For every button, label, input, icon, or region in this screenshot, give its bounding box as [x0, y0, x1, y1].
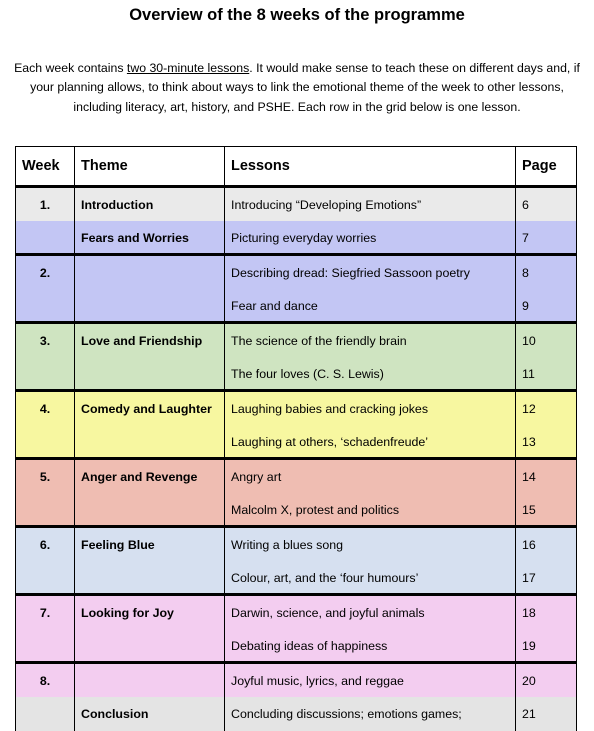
theme-cell: Introduction	[75, 187, 225, 221]
header-week: Week	[16, 147, 75, 187]
week-cell: 6.	[16, 527, 75, 561]
table-row	[16, 187, 577, 221]
theme-cell	[75, 629, 225, 663]
week-cell: 1.	[16, 187, 75, 221]
page-title: Overview of the 8 weeks of the programme	[129, 6, 465, 24]
table-row	[16, 629, 577, 663]
header-lessons: Lessons	[225, 147, 516, 187]
table-row	[16, 425, 577, 459]
theme-cell	[75, 357, 225, 391]
page-cell: 8	[516, 255, 577, 289]
week-cell: 7.	[16, 595, 75, 629]
table-row	[16, 663, 577, 697]
theme-cell: Conclusion	[75, 697, 225, 731]
lesson-cell: Describing dread: Siegfried Sassoon poetry	[225, 255, 516, 289]
theme-cell	[75, 289, 225, 323]
page-cell: 12	[516, 391, 577, 425]
week-cell: 3.	[16, 323, 75, 357]
week-cell	[16, 697, 75, 731]
lesson-cell: The science of the friendly brain	[225, 323, 516, 357]
week-cell: 2.	[16, 255, 75, 289]
header-theme: Theme	[75, 147, 225, 187]
lesson-cell: Debating ideas of happiness	[225, 629, 516, 663]
week-cell	[16, 289, 75, 323]
intro-text-underlined: two 30-minute lessons	[126, 61, 250, 75]
intro-text-before: Each week contains	[14, 61, 127, 75]
lesson-cell: Joyful music, lyrics, and reggae	[225, 663, 516, 697]
page-cell: 10	[516, 323, 577, 357]
page-cell: 15	[516, 493, 577, 527]
lesson-cell: Writing a blues song	[225, 527, 516, 561]
lesson-cell: Laughing at others, ‘schadenfreude’	[225, 425, 516, 459]
lesson-cell: Picturing everyday worries	[225, 221, 516, 255]
lesson-cell: Angry art	[225, 459, 516, 493]
table-row	[16, 323, 577, 357]
page-cell: 21	[516, 697, 577, 731]
page-cell: 20	[516, 663, 577, 697]
theme-cell	[75, 493, 225, 527]
theme-cell: Anger and Revenge	[75, 459, 225, 493]
table-row	[16, 289, 577, 323]
lesson-cell: Malcolm X, protest and politics	[225, 493, 516, 527]
table-row	[16, 221, 577, 255]
page-cell: 7	[516, 221, 577, 255]
week-cell	[16, 221, 75, 255]
table-row	[16, 697, 577, 731]
page-cell: 6	[516, 187, 577, 221]
theme-cell	[75, 425, 225, 459]
page-cell: 11	[516, 357, 577, 391]
lesson-cell: The four loves (C. S. Lewis)	[225, 357, 516, 391]
lesson-cell: Fear and dance	[225, 289, 516, 323]
table-row	[16, 255, 577, 289]
theme-cell: Feeling Blue	[75, 527, 225, 561]
lesson-cell: Introducing “Developing Emotions”	[225, 187, 516, 221]
theme-cell	[75, 663, 225, 697]
week-cell	[16, 357, 75, 391]
table-row	[16, 595, 577, 629]
table-row	[16, 527, 577, 561]
theme-cell: Comedy and Laughter	[75, 391, 225, 425]
page-cell: 13	[516, 425, 577, 459]
page-cell: 9	[516, 289, 577, 323]
lesson-cell: Colour, art, and the ‘four humours’	[225, 561, 516, 595]
week-cell	[16, 561, 75, 595]
page-cell: 18	[516, 595, 577, 629]
theme-cell: Looking for Joy	[75, 595, 225, 629]
table-row	[16, 391, 577, 425]
header-page: Page	[516, 147, 577, 187]
table-header-row	[16, 147, 577, 187]
theme-cell: Fears and Worries	[75, 221, 225, 255]
week-cell	[16, 493, 75, 527]
intro-text-after: . It would make sense to teach these on different days and, if your planning allows, to think about ways to link the emotional theme of the week to other lessons, including literacy, art, history, and PSHE. Each row in the grid below is one lesson.	[30, 61, 580, 114]
lesson-cell: Darwin, science, and joyful animals	[225, 595, 516, 629]
intro-paragraph	[12, 59, 582, 117]
theme-cell	[75, 561, 225, 595]
week-cell: 4.	[16, 391, 75, 425]
lesson-cell: Concluding discussions; emotions games;	[225, 697, 516, 731]
theme-cell: Love and Friendship	[75, 323, 225, 357]
page-cell: 16	[516, 527, 577, 561]
table-row	[16, 459, 577, 493]
page-cell: 17	[516, 561, 577, 595]
table-row	[16, 561, 577, 595]
page-cell: 14	[516, 459, 577, 493]
week-cell	[16, 629, 75, 663]
page-cell: 19	[516, 629, 577, 663]
week-cell: 5.	[16, 459, 75, 493]
lesson-cell: Laughing babies and cracking jokes	[225, 391, 516, 425]
table-row	[16, 357, 577, 391]
table-row	[16, 493, 577, 527]
week-cell: 8.	[16, 663, 75, 697]
programme-table	[15, 146, 577, 731]
theme-cell	[75, 255, 225, 289]
table-body	[16, 187, 577, 731]
week-cell	[16, 425, 75, 459]
